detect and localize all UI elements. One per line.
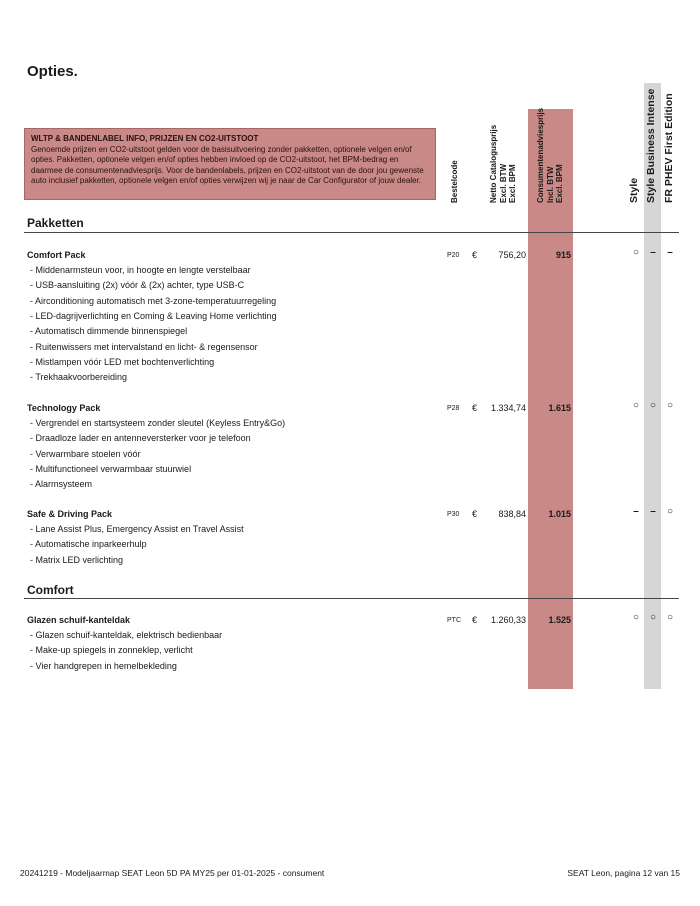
package-item — [30, 555, 123, 565]
package-item — [30, 464, 191, 474]
package-name: Technology Pack — [27, 403, 101, 413]
package-name: Glazen schuif-kanteldak — [27, 615, 131, 625]
package-name: Comfort Pack — [27, 250, 86, 260]
section-title-comfort: Comfort — [27, 583, 74, 597]
bullet-dash: - — [30, 372, 36, 383]
consumer-price: 1.525 — [548, 615, 571, 625]
package-item-text: Airconditioning automatisch met 3-zone-temperatuurregeling — [35, 295, 277, 306]
currency-symbol: € — [472, 615, 478, 625]
bullet-dash: - — [30, 326, 36, 337]
bullet-dash: - — [30, 265, 36, 275]
package-name: Safe & Driving Pack — [27, 509, 113, 519]
bullet-dash: - — [30, 310, 36, 321]
package-code: P28 — [447, 405, 460, 412]
package-item — [30, 342, 258, 352]
package-item — [30, 539, 147, 549]
package-item — [30, 524, 244, 534]
bullet-dash: - — [30, 341, 36, 352]
header-consumer-price — [536, 108, 565, 203]
package-item-text: Lane Assist Plus, Emergency Assist en Travel Assist — [35, 524, 244, 534]
package-item-text: Vier handgrepen in hemelbekleding — [35, 660, 177, 671]
package-item-text: Automatische inparkeerhulp — [35, 539, 147, 550]
bullet-dash: - — [30, 554, 36, 565]
wltp-info-title: WLTP & BANDENLABEL INFO, PRIJZEN EN CO2-UITSTOOT — [31, 134, 259, 143]
availability-mark: – — [667, 247, 673, 258]
header-consumer-line: Incl. BTW — [545, 166, 555, 203]
header-consumer-line: Excl. BPM — [555, 164, 564, 203]
bullet-dash: - — [30, 660, 36, 671]
bullet-dash: - — [30, 630, 36, 640]
availability-mark: ○ — [666, 400, 674, 411]
bullet-dash: - — [30, 645, 36, 656]
currency-symbol: € — [472, 509, 478, 519]
netto-price: 838,84 — [498, 509, 526, 519]
availability-mark: ○ — [666, 612, 674, 623]
bullet-dash: - — [30, 418, 36, 428]
availability-mark: ○ — [632, 400, 640, 411]
bullet-dash: - — [30, 539, 36, 550]
header-bestelcode: Bestelcode — [450, 160, 459, 203]
package-code: P30 — [447, 511, 460, 518]
consumer-price: 1.015 — [548, 509, 571, 519]
section-divider — [24, 232, 679, 233]
package-item-text: Automatisch dimmende binnenspiegel — [35, 326, 188, 337]
availability-mark: ○ — [649, 400, 657, 411]
availability-mark: – — [650, 506, 656, 517]
footer-page-number: SEAT Leon, pagina 12 van 15 — [567, 868, 680, 878]
section-divider — [24, 598, 679, 599]
package-code: P20 — [447, 252, 460, 259]
package-item — [30, 418, 285, 428]
consumer-price: 1.615 — [548, 403, 571, 413]
availability-mark: ○ — [632, 247, 640, 258]
header-netto-line: Excl. BTW — [498, 163, 508, 203]
wltp-info-line: daarmee de consumentenadviesprijs. Voor de bandenlabels, prijzen en CO2-uitstoot van de door jou gewenste — [31, 165, 424, 175]
package-item-text: Draadloze lader en antenneversterker voor je telefoon — [35, 433, 251, 444]
bullet-dash: - — [30, 295, 36, 306]
currency-symbol: € — [472, 250, 478, 260]
package-item-text: Alarmsysteem — [35, 479, 93, 490]
page-title: Opties. — [27, 63, 78, 80]
netto-price: 756,20 — [498, 250, 526, 260]
package-item — [30, 645, 193, 655]
availability-mark: ○ — [649, 612, 657, 623]
bullet-dash: - — [30, 524, 36, 534]
package-item — [30, 311, 277, 321]
netto-price: 1.260,33 — [490, 615, 526, 625]
package-item — [30, 449, 141, 459]
header-netto-price — [489, 125, 518, 203]
package-item-text: LED-dagrijverlichting en Coming & Leaving Home verlichting — [35, 310, 277, 321]
package-item — [30, 661, 177, 671]
package-item-text: Middenarmsteun voor, in hoogte en lengte verstelbaar — [35, 265, 251, 275]
package-item-text: Vergrendel en startsysteem zonder sleutel (Keyless Entry&Go) — [35, 418, 286, 428]
bullet-dash: - — [30, 356, 36, 367]
package-item — [30, 357, 214, 367]
header-trim-style: Style — [628, 177, 640, 203]
package-item-text: USB-aansluiting (2x) vóór & (2x) achter, type USB-C — [35, 280, 245, 291]
header-netto-line: Excl. BPM — [508, 164, 517, 203]
wltp-info-line: Genoemde prijzen en CO2-uitstoot gelden voor de basisuitvoering zonder pakketten, optionele velgen en/of — [31, 144, 412, 154]
wltp-info-line: opties. Pakketten, optionele velgen en/of opties hebben invloed op de CO2-uitstoot, het BPM-bedrag en — [31, 155, 399, 164]
availability-mark: ○ — [666, 506, 674, 517]
package-item-text: Multifunctioneel verwarmbaar stuurwiel — [35, 463, 192, 474]
wltp-info-line: auto inclusief pakketten, optionele velgen en/of opties verwijzen wij je naar de Car Configurator of jouw dealer. — [31, 176, 422, 185]
package-item-text: Trekhaakvoorbereiding — [35, 372, 128, 383]
package-item-text: Matrix LED verlichting — [35, 554, 124, 565]
bullet-dash: - — [30, 433, 36, 444]
bullet-dash: - — [30, 463, 36, 474]
package-item-text: Ruitenwissers met intervalstand en licht- & regensensor — [35, 341, 258, 352]
availability-mark: ○ — [632, 612, 640, 623]
bullet-dash: - — [30, 280, 36, 291]
package-item — [30, 433, 251, 443]
package-code: PTC — [447, 617, 461, 624]
consumer-price: 915 — [555, 250, 571, 260]
package-item — [30, 326, 187, 336]
footer-document-info: 20241219 - Modeljaarmap SEAT Leon 5D PA MY25 per 01-01-2025 - consument — [20, 868, 325, 878]
netto-price: 1.334,74 — [490, 403, 526, 413]
wltp-info-box — [24, 128, 436, 200]
section-title-pakketten: Pakketten — [27, 216, 84, 230]
header-consumer-line: Consumentenadviesprijs — [536, 107, 545, 203]
header-netto-line: Netto Catalogusprijs — [489, 124, 498, 203]
bullet-dash: - — [30, 448, 36, 459]
package-item-text: Verwarmbare stoelen vóór — [35, 448, 141, 459]
header-trim-fr-phev-first-edition: FR PHEV First Edition — [663, 93, 675, 203]
package-item-text: Mistlampen vóór LED met bochtenverlichting — [35, 356, 215, 367]
package-item — [30, 265, 251, 275]
package-item-text: Glazen schuif-kanteldak, elektrisch bedienbaar — [35, 630, 223, 640]
currency-symbol: € — [472, 403, 478, 413]
package-item — [30, 280, 244, 290]
package-item — [30, 479, 92, 489]
header-trim-style-business-intense: Style Business Intense — [645, 88, 657, 203]
availability-mark: – — [650, 247, 656, 258]
bullet-dash: - — [30, 479, 36, 490]
package-item — [30, 372, 127, 382]
package-item — [30, 630, 222, 640]
availability-mark: – — [633, 506, 639, 517]
package-item-text: Make-up spiegels in zonneklep, verlicht — [35, 645, 193, 656]
package-item — [30, 296, 276, 306]
